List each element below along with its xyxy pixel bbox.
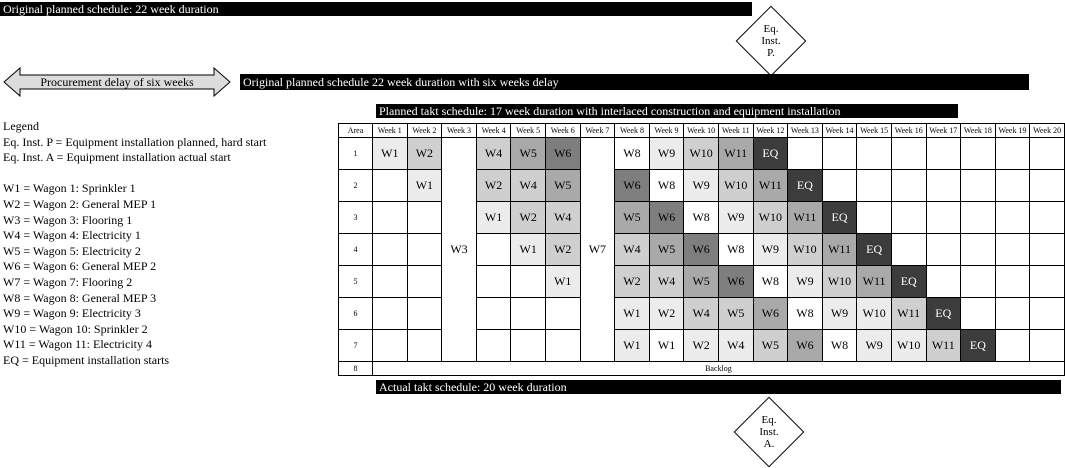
week-header: Week 7 [580,124,615,138]
empty-cell [1030,266,1065,298]
wagon-cell: W8 [684,202,719,234]
wagon-cell: W2 [615,266,650,298]
empty-cell [1030,234,1065,266]
legend-item: Eq. Inst. P = Equipment installation planned, hard start [3,134,267,149]
diamond-label [733,396,805,468]
wagon-cell: W1 [545,266,580,298]
wagon-cell: W5 [718,298,753,330]
empty-cell [373,234,408,266]
empty-cell [857,202,892,234]
wagon-cell: W8 [649,170,684,202]
empty-cell [476,298,511,330]
empty-cell [373,330,408,362]
legend-item: W6 = Wagon 6: General MEP 2 [3,259,157,274]
empty-cell [373,298,408,330]
wagon-cell: W10 [684,138,719,170]
empty-cell [857,138,892,170]
empty-cell [1030,202,1065,234]
wagon-cell: W4 [511,170,546,202]
wagon-cell: W9 [649,138,684,170]
week-header: Week 19 [995,124,1030,138]
wagon-cell: W2 [684,330,719,362]
equipment-cell: EQ [891,266,926,298]
week-header: Week 14 [822,124,857,138]
area-number: 4 [339,234,373,266]
empty-cell [511,330,546,362]
empty-cell [511,298,546,330]
backlog-row [339,362,1065,376]
legend-item: W8 = Wagon 8: General MEP 3 [3,290,157,305]
wagon-cell: W6 [545,138,580,170]
empty-cell [961,170,996,202]
empty-cell [511,266,546,298]
legend-spacer [3,166,323,182]
week-7-wagon-cell: W7 [580,138,615,362]
week-header-row [339,124,1065,138]
legend-item: EQ = Equipment installation starts [3,352,170,367]
wagon-cell: W1 [615,298,650,330]
empty-cell [995,138,1030,170]
wagon-cell: W6 [649,202,684,234]
wagon-cell: W5 [649,234,684,266]
actual-takt-schedule-bar: Actual takt schedule: 20 week duration [376,380,1061,394]
week-header: Week 5 [511,124,546,138]
wagon-cell: W1 [615,330,650,362]
empty-cell [1030,330,1065,362]
wagon-cell: W9 [822,298,857,330]
empty-cell [995,266,1030,298]
week-header: Week 4 [476,124,511,138]
wagon-cell: W11 [718,138,753,170]
week-header: Week 15 [857,124,892,138]
equipment-cell: EQ [857,234,892,266]
diamond-line: Inst. [761,35,781,47]
wagon-cell: W10 [788,234,823,266]
legend-item: Eq. Inst. A = Equipment installation actual start [3,150,231,165]
empty-cell [926,202,961,234]
wagon-cell: W10 [857,298,892,330]
empty-cell [995,234,1030,266]
equipment-cell: EQ [753,138,788,170]
wagon-cell: W8 [822,330,857,362]
wagon-cell: W5 [545,170,580,202]
week-header: Week 20 [1030,124,1065,138]
wagon-cell: W5 [753,330,788,362]
week-3-wagon-cell: W3 [442,138,477,362]
wagon-cell: W4 [545,202,580,234]
area-number: 2 [339,170,373,202]
wagon-cell: W10 [753,202,788,234]
week-header: Week 18 [961,124,996,138]
empty-cell [995,330,1030,362]
equipment-installation-actual-diamond [733,396,805,468]
diamond-label [735,5,807,77]
empty-cell [857,170,892,202]
wagon-cell: W1 [649,330,684,362]
wagon-cell: W2 [407,138,442,170]
empty-cell [545,330,580,362]
legend-items [3,135,323,369]
wagon-cell: W2 [649,298,684,330]
empty-cell [961,138,996,170]
equipment-cell: EQ [788,170,823,202]
empty-cell [1030,138,1065,170]
wagon-cell: W9 [753,234,788,266]
week-header: Week 12 [753,124,788,138]
area-row [339,138,1065,170]
equipment-installation-planned-diamond [735,5,807,77]
equipment-cell: EQ [926,298,961,330]
empty-cell [1030,298,1065,330]
week-header: Week 10 [684,124,719,138]
week-header: Week 16 [891,124,926,138]
wagon-cell: W10 [718,170,753,202]
empty-cell [822,138,857,170]
area-number: 1 [339,138,373,170]
wagon-cell: W11 [822,234,857,266]
empty-cell [476,330,511,362]
empty-cell [373,202,408,234]
wagon-cell: W2 [545,234,580,266]
wagon-cell: W11 [926,330,961,362]
wagon-cell: W5 [684,266,719,298]
empty-cell [373,170,408,202]
area-number: 3 [339,202,373,234]
wagon-cell: W9 [718,202,753,234]
empty-cell [1030,170,1065,202]
legend-item: W9 = Wagon 9: Electricity 3 [3,306,141,321]
delayed-schedule-bar: Original planned schedule 22 week duration with six weeks delay [240,74,1029,90]
wagon-cell: W9 [684,170,719,202]
area-number: 5 [339,266,373,298]
empty-cell [373,266,408,298]
empty-cell [476,234,511,266]
wagon-cell: W4 [649,266,684,298]
wagon-cell: W1 [373,138,408,170]
procurement-delay-label: Procurement delay of six weeks [40,74,194,89]
original-schedule-bar: Original planned schedule: 22 week duration [0,2,752,16]
legend-item: W1 = Wagon 1: Sprinkler 1 [3,181,136,196]
empty-cell [961,298,996,330]
planned-takt-schedule-bar: Planned takt schedule: 17 week duration with interlaced construction and equipment installation [376,104,958,118]
wagon-cell: W8 [615,138,650,170]
week-header: Week 9 [649,124,684,138]
empty-cell [926,234,961,266]
empty-cell [407,234,442,266]
empty-cell [961,202,996,234]
empty-cell [891,234,926,266]
empty-cell [476,266,511,298]
empty-cell [926,138,961,170]
empty-cell [926,266,961,298]
wagon-cell: W1 [407,170,442,202]
week-header: Week 8 [615,124,650,138]
week-header: Week 3 [442,124,477,138]
diamond-line: Eq. [763,23,779,35]
wagon-cell: W11 [891,298,926,330]
empty-cell [891,170,926,202]
equipment-cell: EQ [961,330,996,362]
wagon-cell: W8 [718,234,753,266]
legend-item: W3 = Wagon 3: Flooring 1 [3,212,133,227]
empty-cell [891,138,926,170]
wagon-cell: W5 [615,202,650,234]
wagon-cell: W2 [511,202,546,234]
empty-cell [788,138,823,170]
wagon-cell: W9 [857,330,892,362]
empty-cell [407,202,442,234]
wagon-cell: W6 [788,330,823,362]
legend-title: Legend [3,119,39,133]
diamond-line: Inst. [759,426,779,438]
week-header: Week 17 [926,124,961,138]
legend-item: W11 = Wagon 11: Electricity 4 [3,337,152,352]
legend-item: W7 = Wagon 7: Flooring 2 [3,274,133,289]
wagon-cell: W6 [718,266,753,298]
empty-cell [926,170,961,202]
empty-cell [995,298,1030,330]
week-header: Week 1 [373,124,408,138]
area-header: Area [339,124,373,138]
empty-cell [891,202,926,234]
takt-schedule-table [338,123,1065,376]
empty-cell [961,266,996,298]
wagon-cell: W11 [857,266,892,298]
week-header: Week 11 [718,124,753,138]
wagon-cell: W9 [788,266,823,298]
wagon-cell: W6 [753,298,788,330]
wagon-cell: W4 [718,330,753,362]
diamond-line: Eq. [761,414,777,426]
legend-item: W4 = Wagon 4: Electricity 1 [3,228,141,243]
wagon-cell: W8 [753,266,788,298]
area-number: 7 [339,330,373,362]
wagon-cell: W4 [615,234,650,266]
backlog-cell: Backlog [373,362,1065,376]
diamond-line: A. [763,438,775,450]
empty-cell [407,298,442,330]
legend-item: W2 = Wagon 2: General MEP 1 [3,196,157,211]
wagon-cell: W10 [891,330,926,362]
wagon-cell: W11 [753,170,788,202]
empty-cell [995,202,1030,234]
empty-cell [822,170,857,202]
wagon-cell: W2 [476,170,511,202]
equipment-cell: EQ [822,202,857,234]
wagon-cell: W6 [684,234,719,266]
week-header: Week 6 [545,124,580,138]
empty-cell [407,330,442,362]
wagon-cell: W6 [615,170,650,202]
legend-item: W10 = Wagon 10: Sprinkler 2 [3,321,148,336]
wagon-cell: W4 [684,298,719,330]
wagon-cell: W8 [788,298,823,330]
wagon-cell: W5 [511,138,546,170]
week-header: Week 2 [407,124,442,138]
empty-cell [407,266,442,298]
wagon-cell: W1 [476,202,511,234]
wagon-cell: W1 [511,234,546,266]
legend [3,119,323,369]
empty-cell [995,170,1030,202]
legend-item: W5 = Wagon 5: Electricity 2 [3,243,141,258]
wagon-cell: W11 [788,202,823,234]
week-header: Week 13 [788,124,823,138]
wagon-cell: W4 [476,138,511,170]
empty-cell [961,234,996,266]
empty-cell [545,298,580,330]
area-number: 6 [339,298,373,330]
area-number: 8 [339,362,373,376]
wagon-cell: W10 [822,266,857,298]
diamond-line: P. [767,47,775,59]
